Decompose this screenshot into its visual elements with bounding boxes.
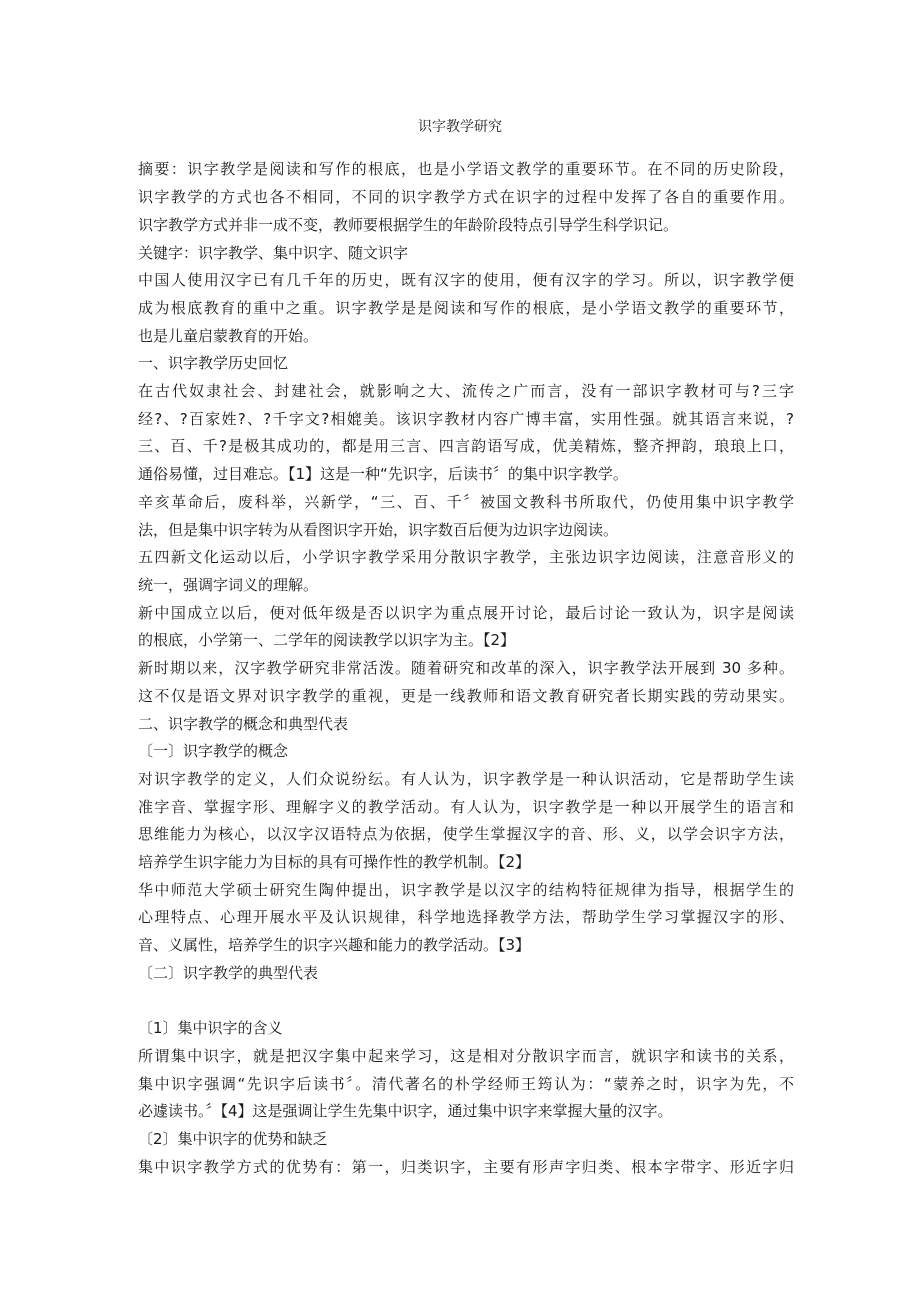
paragraph-line: 集中识字教学方式的优势有：第一，归类识字，主要有形声字归类、根本字带字、形近字归: [138, 1158, 794, 1176]
paragraph-line: 三、百、千?是极其成功的，都是用三言、四言韵语写成，优美精炼，整齐押韵，琅琅上口，: [138, 437, 794, 455]
paragraph-line: 摘要：识字教学是阅读和写作的根底，也是小学语文教学的重要环节。在不同的历史阶段，: [138, 160, 794, 178]
paragraph-line: 法，但是集中识字转为从看图识字开始，识字数百后便为边识字边阅读。: [138, 521, 619, 539]
subsection-heading: 〔二〕识字教学的典型代表: [138, 964, 319, 982]
paragraph-line: 通俗易懂，过目难忘。【1】这是一种“先识字，后读书〞的集中识字教学。: [138, 465, 628, 483]
paragraph-line: 成为根底教育的重中之重。识字教学是是阅读和写作的根底，是小学语文教学的重要环节，: [138, 299, 794, 317]
paragraph-line: 识字教学的方式也各不相同，不同的识字教学方式在识字的过程中发挥了各自的重要作用。: [138, 188, 794, 206]
section-heading: 二、识字教学的概念和典型代表: [138, 715, 349, 733]
paragraph-line: 统一，强调字词义的理解。: [138, 576, 319, 594]
paragraph-line: 心理特点、心理开展水平及认识规律，科学地选择教学方法，帮助学生学习掌握汉字的形、: [138, 908, 794, 926]
paragraph-line: 在古代奴隶社会、封建社会，就影响之大、流传之广而言，没有一部识字教材可与?三字: [138, 382, 794, 400]
paragraph-line: 培养学生识字能力为目标的具有可操作性的教学机制。【2】: [138, 853, 531, 871]
paragraph-line: 中国人使用汉字已有几千年的历史，既有汉字的使用，便有汉字的学习。所以，识字教学便: [138, 271, 794, 289]
paragraph-line: 这不仅是语文界对识字教学的重视，更是一线教师和语文教育研究者长期实践的劳动果实。: [138, 687, 794, 705]
paragraph-line: 集中识字强调“先识字后读书〞。清代著名的朴学经师王筠认为：“蒙养之时，识字为先，不: [138, 1075, 794, 1093]
paragraph-line: 也是儿童启蒙教育的开始。: [138, 327, 319, 345]
paragraph-line: 思维能力为核心，以汉字汉语特点为依据，使学生掌握汉字的音、形、义，以学会识字方法，: [138, 825, 794, 843]
paragraph-line: 经?、?百家姓?、?千字文?相媲美。该识字教材内容广博丰富，实用性强。就其语言来说，?: [138, 410, 794, 428]
keywords-line: 关键字：识字教学、集中识字、随文识字: [138, 244, 409, 262]
subsection-heading: 〔1〕集中识字的含义: [138, 1019, 283, 1037]
document-title: 识字教学研究: [418, 119, 502, 135]
subsection-heading: 〔2〕集中识字的优势和缺乏: [138, 1130, 328, 1148]
paragraph-line: 新时期以来，汉字教学研究非常活泼。随着研究和改革的深入，识字教学法开展到 30 多种。: [138, 659, 794, 677]
paragraph-line: 对识字教学的定义，人们众说纷纭。有人认为，识字教学是一种认识活动，它是帮助学生读: [138, 770, 794, 788]
paragraph-line: 华中师范大学硕士研究生陶仲提出，识字教学是以汉字的结构特征规律为指导，根据学生的: [138, 881, 794, 899]
paragraph-line: 准字音、掌握字形、理解字义的教学活动。有人认为，识字教学是一种以开展学生的语言和: [138, 798, 794, 816]
paragraph-line: 五四新文化运动以后，小学识字教学采用分散识字教学，主张边识字边阅读，注意音形义的: [138, 548, 794, 566]
paragraph-line: 必遽读书。〞【4】这是强调让学生先集中识字，通过集中识字来掌握大量的汉字。: [138, 1102, 673, 1120]
section-heading: 一、识字教学历史回忆: [138, 354, 289, 372]
paragraph-line: 所谓集中识字，就是把汉字集中起来学习，这是相对分散识字而言，就识字和读书的关系，: [138, 1047, 794, 1065]
paragraph-line: 音、义属性，培养学生的识字兴趣和能力的教学活动。【3】: [138, 936, 531, 954]
paragraph-line: 新中国成立以后，便对低年级是否以识字为重点展开讨论，最后讨论一致认为，识字是阅读: [138, 604, 794, 622]
paragraph-line: 的根底，小学第一、二学年的阅读教学以识字为主。【2】: [138, 631, 516, 649]
paragraph-line: 识字教学方式并非一成不变，教师要根据学生的年龄阶段特点引导学生科学识记。: [138, 216, 679, 234]
subsection-heading: 〔一〕识字教学的概念: [138, 742, 289, 760]
paragraph-line: 辛亥革命后，废科举，兴新学，“三、百、千〞被国文教科书所取代，仍使用集中识字教学: [138, 493, 794, 511]
